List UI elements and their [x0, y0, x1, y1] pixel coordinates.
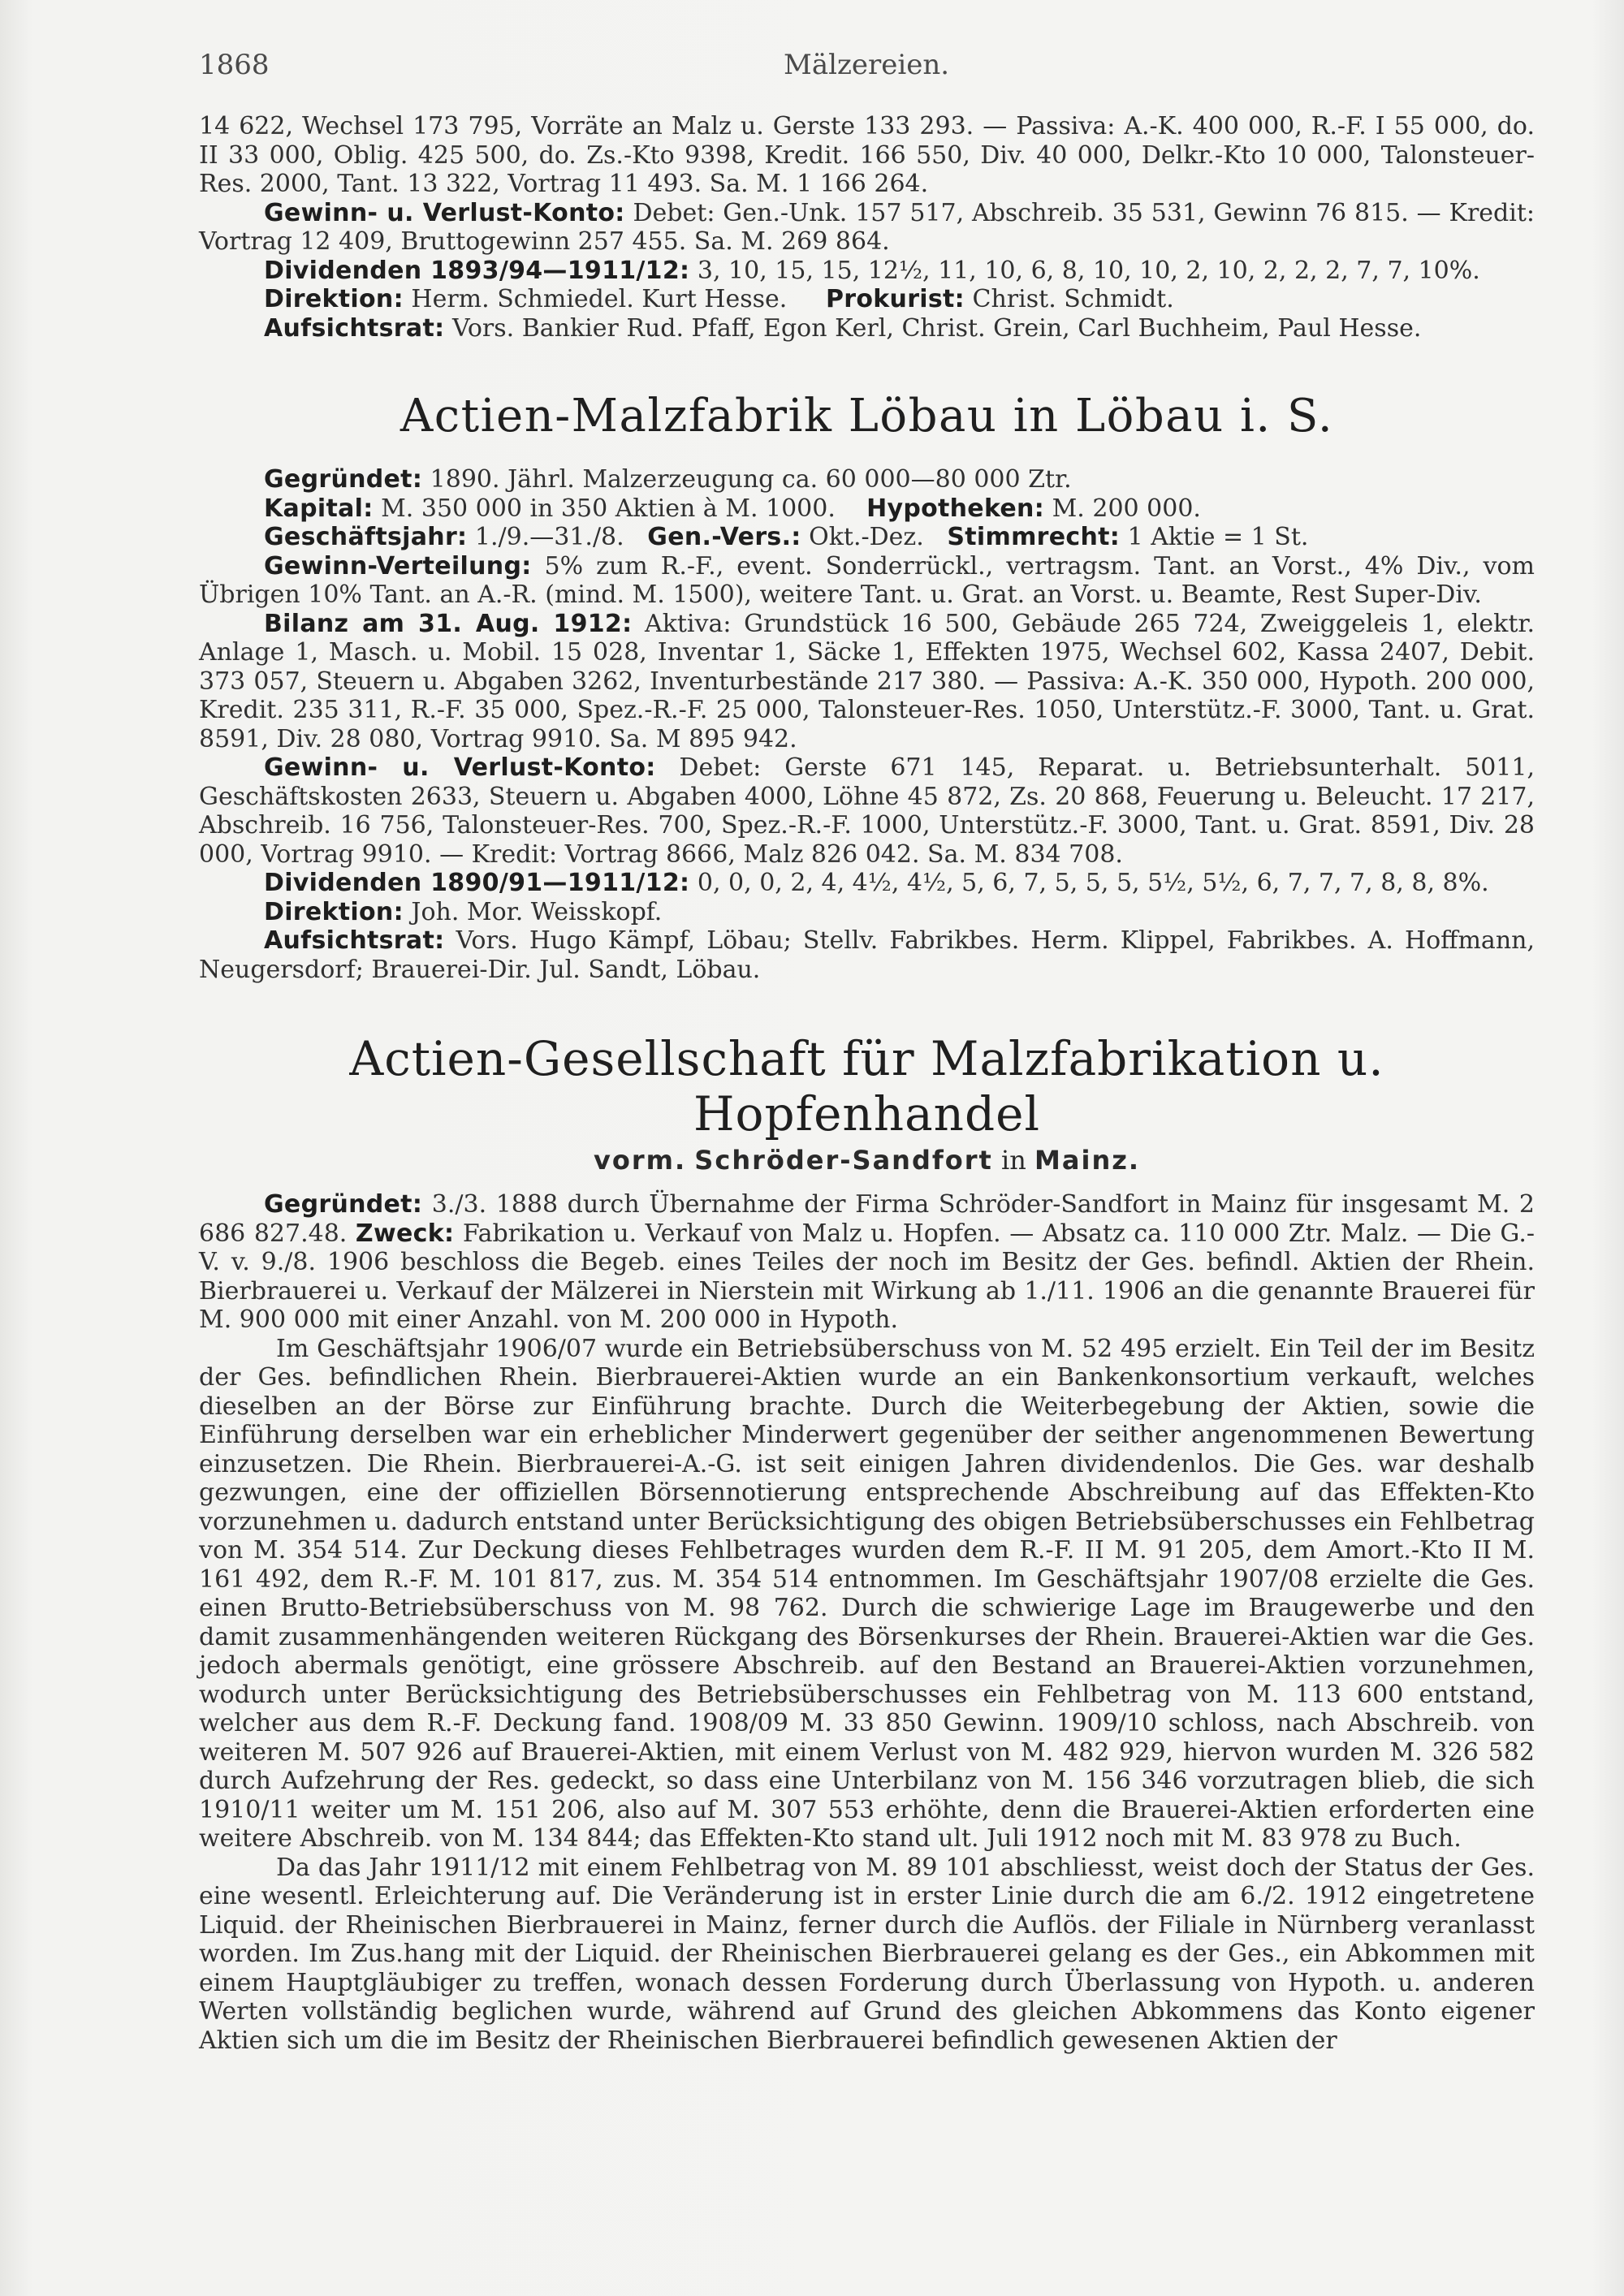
loebau-gegr-label: Gegründet: — [264, 465, 423, 494]
prev-div-label: Dividenden 1893/94—1911/12: — [264, 256, 690, 285]
loebau-div-label: Dividenden 1890/91—1911/12: — [264, 869, 690, 897]
loebau-ar-label: Aufsichtsrat: — [264, 926, 445, 955]
loebau-gewv-label: Gewinn-Verteilung: — [264, 551, 532, 580]
mainz-paragraph-2: Da das Jahr 1911/12 mit einem Fehlbetrag von M. 89 101 abschliesst, weist doch der Status der Ges. eine wesentl. Erleichterung auf. Die Veränderung ist in erster Linie durch die am 6./2. 1912 eingetretene Liquid. der Rheinischen Bierbrauerei in Mainz, ferner durch die Auflös. der Filiale in Nürnberg veranlasst worden. Im Zus.hang mit der Liquid. der Rheinischen Bierbrauerei gelang es der Ges., ein Abkommen mit einem Hauptgläubiger zu treffen, wonach dessen Forderung durch Überlassung von Hypoth. u. anderen Werten vollständig beglichen wurde, während auf Grund des gleichen Abkommens das Konto eigener Aktien sich um die im Besitz der Rheinischen Bierbrauerei befindlich gewesenen Aktien der — [199, 1853, 1535, 2055]
loebau-kap-label: Kapital: — [264, 494, 374, 523]
section-title: Mälzereien. — [784, 49, 950, 81]
loebau-st-label: Stimmrecht: — [947, 523, 1121, 551]
loebau-aufsichtsrat — [199, 926, 1535, 984]
loebau-hyp-label: Hypotheken: — [866, 494, 1045, 523]
prev-guv — [199, 199, 1535, 257]
mainz-paragraph-1: Im Geschäftsjahr 1906/07 wurde ein Betriebsüberschuss von M. 52 495 erzielt. Ein Teil der im Besitz der Ges. befindlichen Rhein. Bierbrauerei-Aktien wurde an ein Bankenkonsortium verkauft, welches dieselben an der Börse zur Einführung brachte. Durch die Weiterbegebung der Aktien, sowie die Einführung derselben war ein erheblicher Minderwert gegenüber der seither angenommenen Bewertung einzusetzen. Die Rhein. Bierbrauerei-A.-G. ist seit einigen Jahren dividendenlos. Die Ges. war deshalb gezwungen, eine der offiziellen Börsennotierung entsprechende Abschreibung auf das Effekten-Kto vorzunehmen u. dadurch entstand unter Berücksichtigung des obigen Betriebsüberschusses ein Fehlbetrag von M. 354 514. Zur Deckung dieses Fehlbetrages wurden dem R.-F. II M. 91 205, dem Amort.-Kto II M. 161 492, dem R.-F. M. 101 817, zus. M. 354 514 entnommen. Im Geschäftsjahr 1907/08 erzielte die Ges. einen Brutto-Betriebsüberschuss von M. 98 762. Durch die schwierige Lage im Braugewerbe und den damit zusammenhängenden weiteren Rückgang des Börsenkurses der Rhein. Brauerei-Aktien war die Ges. jedoch abermals genötigt, eine grössere Abschreib. auf den Bestand an Brauerei-Aktien vorzunehmen, wodurch unter Berücksichtigung des Betriebsüberschusses ein Fehlbetrag von M. 113 600 entstand, welcher aus dem R.-F. Deckung fand. 1908/09 M. 33 850 Gewinn. 1909/10 schloss, nach Abschreib. von weiteren M. 507 926 auf Brauerei-Aktien, mit einem Verlust von M. 482 929, hiervon wurden M. 326 582 durch Aufzehrung der Res. gedeckt, so dass eine Unterbilanz von M. 156 346 vorzutragen blieb, die sich 1910/11 weiter um M. 151 206, also auf M. 307 553 erhöhte, denn die Brauerei-Aktien erforderten eine weitere Abschreib. von M. 134 844; das Effekten-Kto stand ult. Juli 1912 noch mit M. 83 978 zu Buch. — [199, 1334, 1535, 1853]
loebau-gegruendet — [199, 465, 1535, 494]
company-subtitle-mainz — [199, 1145, 1535, 1176]
prev-ar-label: Aufsichtsrat: — [264, 313, 445, 343]
loebau-dir-label: Direktion: — [264, 897, 404, 926]
loebau-bilanz — [199, 610, 1535, 754]
subtitle-city: Mainz. — [1034, 1145, 1140, 1176]
subtitle-prefix: vorm. — [594, 1145, 687, 1176]
prev-dir-text: Herm. Schmiedel. Kurt Hesse. — [411, 285, 788, 313]
company-title-loebau: Actien-Malzfabrik Löbau in Löbau i. S. — [400, 390, 1334, 442]
prev-prok-text: Christ. Schmidt. — [972, 285, 1174, 313]
text-column — [199, 49, 1535, 2055]
mainz-gegr-label: Gegründet: — [264, 1190, 423, 1219]
prev-guv-text: Debet: Gen.-Unk. 157 517, Abschreib. 35 531, Gewinn 76 815. — Kredit: Vortrag 12 409, Bruttogewinn 257 455. Sa. M. 269 864. — [199, 198, 1535, 256]
loebau-dividends — [199, 869, 1535, 898]
loebau-gewinnverteilung — [199, 552, 1535, 610]
subtitle-firm-name: Schröder-Sandfort — [694, 1145, 993, 1176]
prev-aufsichtsrat — [199, 314, 1535, 343]
loebau-gj-text: 1./9.—31./8. — [474, 523, 624, 551]
running-header — [199, 49, 1535, 81]
loebau-div-text: 0, 0, 0, 2, 4, 4½, 4½, 5, 6, 7, 5, 5, 5, 5½, 5½, 6, 7, 7, 7, 8, 8, 8%. — [697, 869, 1489, 897]
company-title-mainz: Actien-Gesellschaft für Malzfabrikation u. Hopfenhandel — [349, 1031, 1384, 1142]
prev-div-text: 3, 10, 15, 15, 12½, 11, 10, 6, 8, 10, 10, 2, 10, 2, 2, 2, 7, 7, 10%. — [697, 256, 1480, 285]
prev-guv-label: Gewinn- u. Verlust-Konto: — [264, 198, 625, 227]
loebau-gj-label: Geschäftsjahr: — [264, 523, 468, 551]
loebau-geschaeftsjahr — [199, 523, 1535, 552]
loebau-bil-text: Aktiva: Grundstück 16 500, Gebäude 265 724, Zweiggeleis 1, elektr. Anlage 1, Masch. u. Mobil. 15 028, Inventar 1, Säcke 1, Effekten 1975, Wechsel 602, Kassa 2407, Debit. 373 057, Steuern u. Abgaben 3262, Inventurbestände 217 380. — Passiva: A.-K. 350 000, Hypoth. 200 000, Kredit. 235 311, R.-F. 35 000, Spez.-R.-F. 25 000, Talonsteuer-Res. 1050, Unterstütz.-F. 3000, Tant. u. Grat. 8591, Div. 28 080, Vortrag 9910. Sa. M 895 942. — [199, 609, 1535, 753]
loebau-dir-text: Joh. Mor. Weisskopf. — [411, 897, 663, 926]
prev-ar-text: Vors. Bankier Rud. Pfaff, Egon Kerl, Christ. Grein, Carl Buchheim, Paul Hesse. — [451, 313, 1422, 343]
loebau-kapital — [199, 494, 1535, 524]
loebau-st-text: 1 Aktie = 1 St. — [1127, 523, 1309, 551]
subtitle-in: in — [1001, 1145, 1026, 1176]
page-number: 1868 — [199, 49, 270, 81]
prev-prok-label: Prokurist: — [826, 285, 965, 313]
mainz-zweck-label: Zweck: — [355, 1219, 455, 1248]
loebau-guv — [199, 753, 1535, 869]
loebau-hyp-text: M. 200 000. — [1052, 494, 1201, 523]
mainz-gegruendet — [199, 1190, 1535, 1335]
loebau-gv-label: Gen.-Vers.: — [647, 523, 801, 551]
loebau-kap-text: M. 350 000 in 350 Aktien à M. 1000. — [381, 494, 836, 523]
prev-dir-label: Direktion: — [264, 285, 404, 313]
loebau-gewv-text: 5% zum R.-F., event. Sonderrückl., vertragsm. Tant. an Vorst., 4% Div., vom Übrigen 10% Tant. an A.-R. (mind. M. 1500), weitere Tant. u. Grat. an Vorst. u. Beamte, Rest Super-Div. — [199, 551, 1535, 609]
loebau-gv-text: Okt.-Dez. — [809, 523, 924, 551]
prev-bilanz-tail: 14 622, Wechsel 173 795, Vorräte an Malz u. Gerste 133 293. — Passiva: A.-K. 400 000, R.-F. I 55 000, do. II 33 000, Oblig. 425 500, do. Zs.-Kto 9398, Kredit. 166 550, Div. 40 000, Delkr.-Kto 10 000, Talonsteuer-Res. 2000, Tant. 13 322, Vortrag 11 493. Sa. M. 1 166 264. — [199, 112, 1535, 198]
loebau-guv-label: Gewinn- u. Verlust-Konto: — [264, 753, 656, 782]
prev-direction — [199, 285, 1535, 314]
mainz-gegr-text: 3./3. 1888 durch Übernahme der Firma Schröder-Sandfort in Mainz für insgesamt M. 2 686 827.48. — [199, 1190, 1535, 1248]
loebau-bil-label: Bilanz am 31. Aug. 1912: — [264, 609, 633, 638]
prev-dividends — [199, 257, 1535, 286]
loebau-gegr-text: 1890. Jährl. Malzerzeugung ca. 60 000—80 000 Ztr. — [430, 465, 1072, 494]
loebau-direction — [199, 898, 1535, 927]
loebau-ar-text: Vors. Hugo Kämpf, Löbau; Stellv. Fabrikbes. Herm. Klippel, Fabrikbes. A. Hoffmann, Neugersdorf; Brauerei-Dir. Jul. Sandt, Löbau. — [199, 926, 1535, 984]
loebau-guv-text: Debet: Gerste 671 145, Reparat. u. Betriebsunterhalt. 5011, Geschäftskosten 2633, Steuern u. Abgaben 4000, Löhne 45 872, Zs. 20 868, Feuerung u. Beleucht. 17 217, Abschreib. 16 756, Talonsteuer-Res. 700, Spez.-R.-F. 1000, Unterstütz.-F. 3000, Tant. u. Grat. 8591, Div. 28 000, Vortrag 9910. — Kredit: Vortrag 8666, Malz 826 042. Sa. M. 834 708. — [199, 753, 1535, 869]
mainz-zweck-text: Fabrikation u. Verkauf von Malz u. Hopfen. — Absatz ca. 110 000 Ztr. Malz. — Die G.-V. v. 9./8. 1906 beschloss die Begeb. eines Teiles der noch im Besitz der Ges. befindl. Aktien der Rhein. Bierbrauerei u. Verkauf der Mälzerei in Nierstein mit Wirkung ab 1./11. 1906 an die genannte Brauerei für M. 900 000 mit einer Anzahl. von M. 200 000 in Hypoth. — [199, 1219, 1535, 1334]
